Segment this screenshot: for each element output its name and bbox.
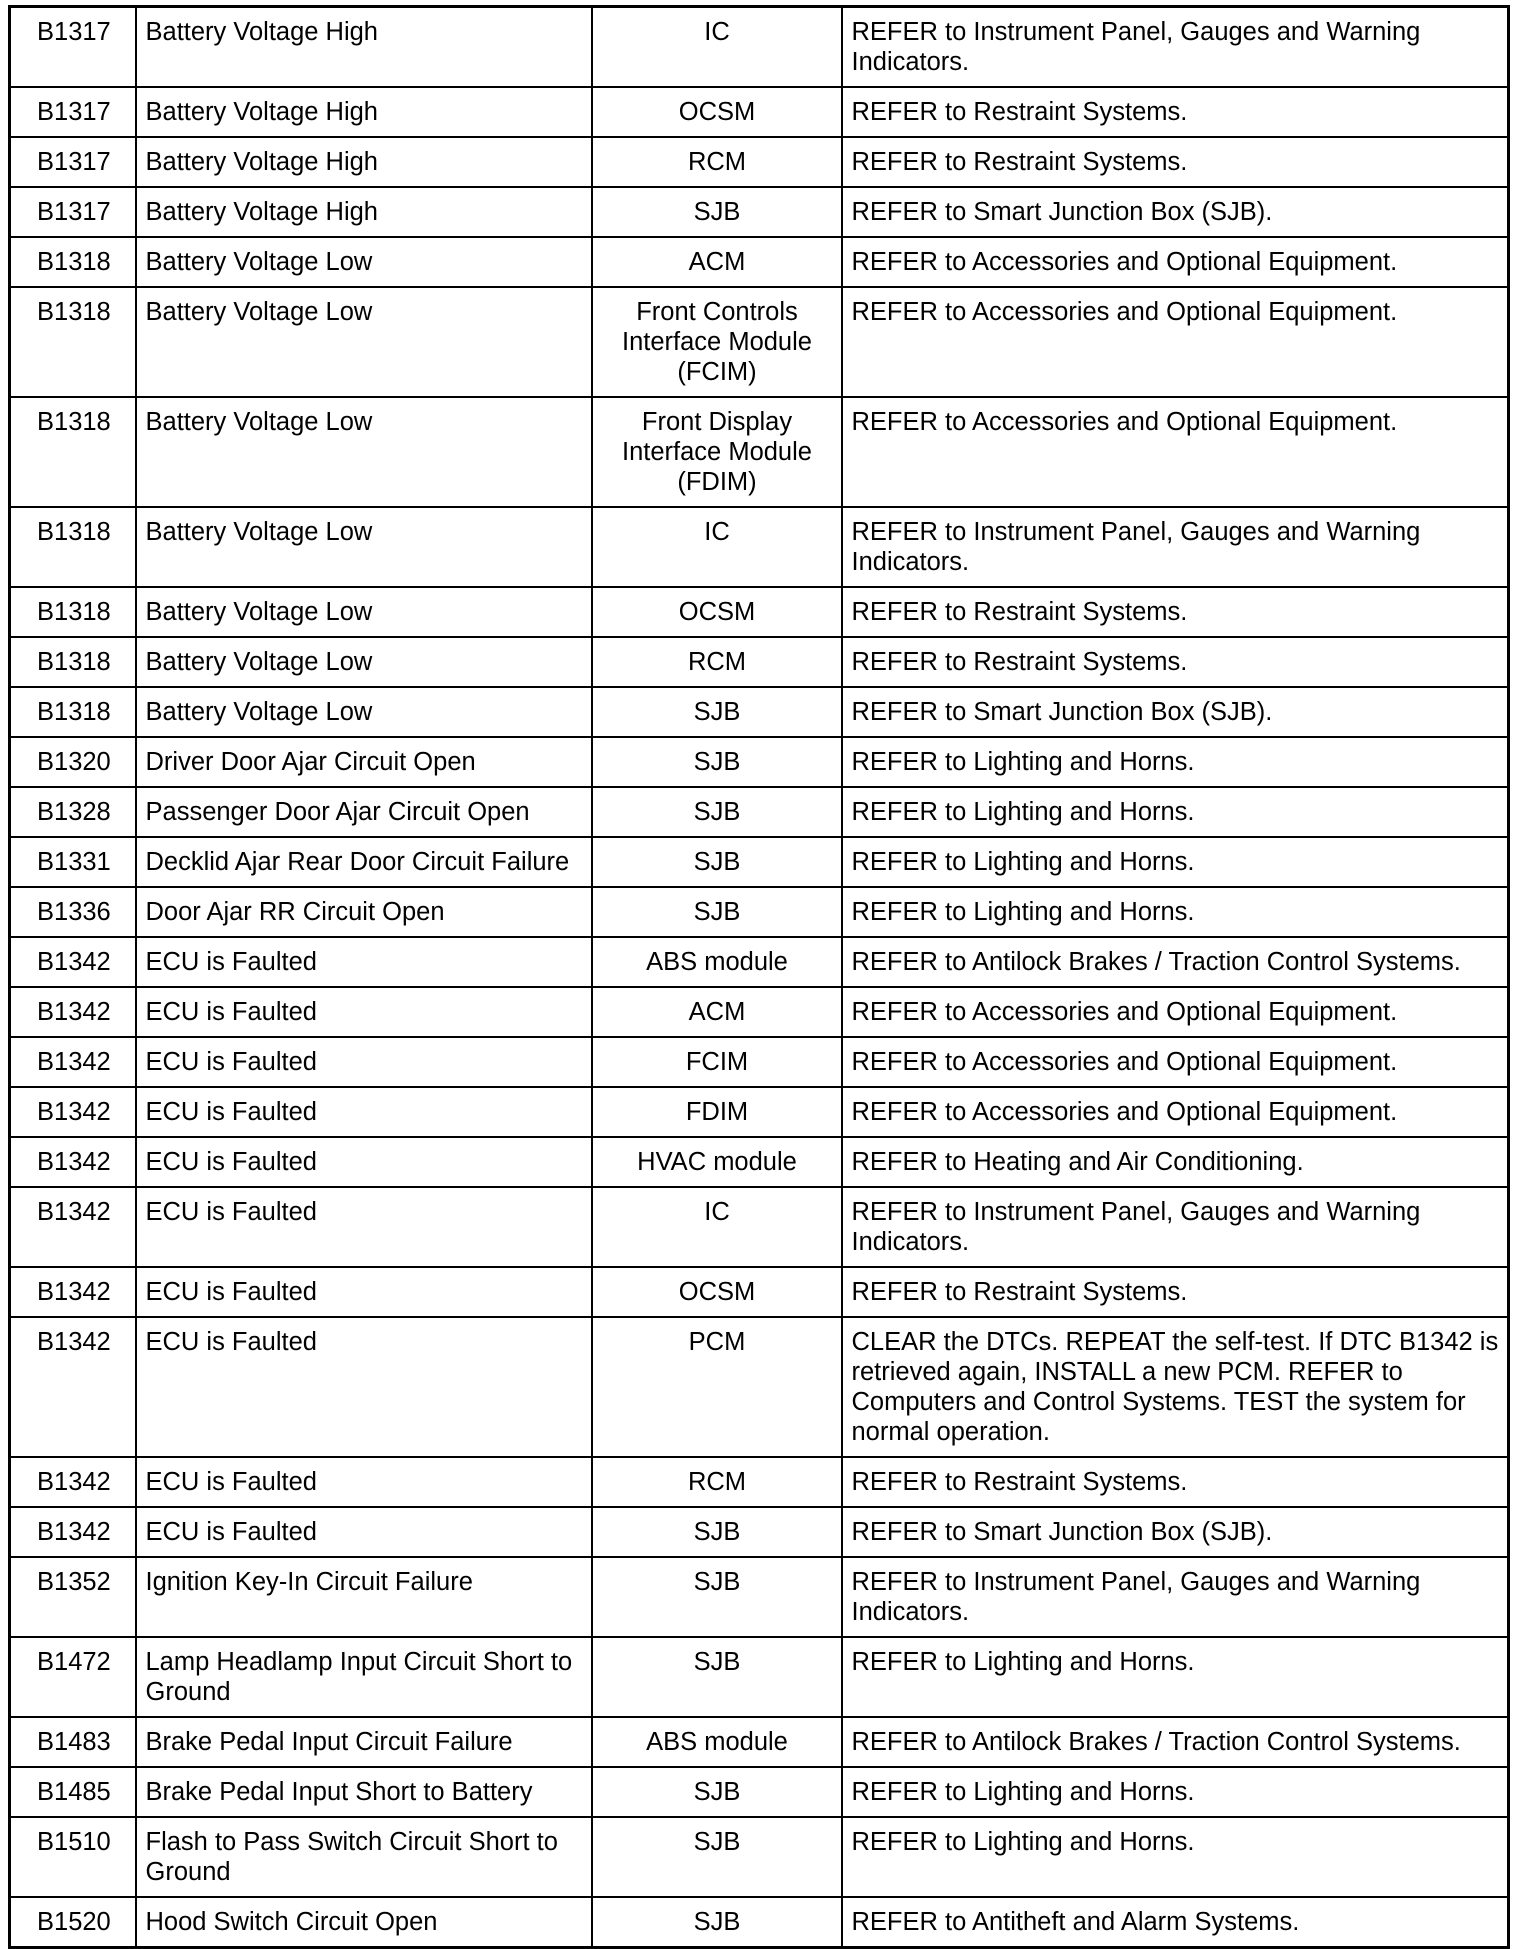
action-cell: REFER to Smart Junction Box (SJB). — [842, 687, 1509, 737]
table-row — [10, 287, 1509, 397]
dtc-description-cell: Brake Pedal Input Short to Battery — [136, 1767, 592, 1817]
dtc-description-cell: ECU is Faulted — [136, 1087, 592, 1137]
dtc-description-cell: Battery Voltage Low — [136, 637, 592, 687]
dtc-description-cell: ECU is Faulted — [136, 1037, 592, 1087]
dtc-description-cell: ECU is Faulted — [136, 1317, 592, 1457]
dtc-description-cell: ECU is Faulted — [136, 937, 592, 987]
dtc-code-cell: B1342 — [10, 1457, 136, 1507]
dtc-description-cell: Driver Door Ajar Circuit Open — [136, 737, 592, 787]
action-cell: REFER to Antitheft and Alarm Systems. — [842, 1897, 1509, 1948]
module-cell: ABS module — [592, 937, 842, 987]
dtc-code-cell: B1317 — [10, 87, 136, 137]
module-cell: Front Controls Interface Module (FCIM) — [592, 287, 842, 397]
table-row — [10, 507, 1509, 587]
table-row — [10, 587, 1509, 637]
dtc-code-cell: B1483 — [10, 1717, 136, 1767]
module-cell: IC — [592, 507, 842, 587]
dtc-description-cell: Battery Voltage High — [136, 187, 592, 237]
dtc-code-cell: B1318 — [10, 637, 136, 687]
dtc-code-cell: B1342 — [10, 1187, 136, 1267]
dtc-code-cell: B1342 — [10, 1037, 136, 1087]
table-row — [10, 137, 1509, 187]
dtc-description-cell: ECU is Faulted — [136, 987, 592, 1037]
module-cell: SJB — [592, 1897, 842, 1948]
dtc-code-cell: B1342 — [10, 937, 136, 987]
dtc-code-cell: B1331 — [10, 837, 136, 887]
table-row — [10, 1717, 1509, 1767]
module-cell: OCSM — [592, 1267, 842, 1317]
module-cell: SJB — [592, 687, 842, 737]
action-cell: REFER to Lighting and Horns. — [842, 837, 1509, 887]
module-cell: FDIM — [592, 1087, 842, 1137]
dtc-description-cell: Lamp Headlamp Input Circuit Short to Ground — [136, 1637, 592, 1717]
table-row — [10, 1087, 1509, 1137]
table-row — [10, 1557, 1509, 1637]
action-cell: REFER to Antilock Brakes / Traction Control Systems. — [842, 937, 1509, 987]
dtc-description-cell: Battery Voltage Low — [136, 287, 592, 397]
dtc-description-cell: ECU is Faulted — [136, 1267, 592, 1317]
action-cell: CLEAR the DTCs. REPEAT the self-test. If DTC B1342 is retrieved again, INSTALL a new PCM. REFER to Computers and Control Systems. TEST the system for normal operation. — [842, 1317, 1509, 1457]
dtc-description-cell: Flash to Pass Switch Circuit Short to Ground — [136, 1817, 592, 1897]
action-cell: REFER to Accessories and Optional Equipment. — [842, 987, 1509, 1037]
table-row — [10, 787, 1509, 837]
dtc-code-cell: B1520 — [10, 1897, 136, 1948]
dtc-code-cell: B1318 — [10, 587, 136, 637]
action-cell: REFER to Restraint Systems. — [842, 1267, 1509, 1317]
action-cell: REFER to Instrument Panel, Gauges and Warning Indicators. — [842, 1557, 1509, 1637]
module-cell: RCM — [592, 137, 842, 187]
table-row — [10, 1137, 1509, 1187]
module-cell: OCSM — [592, 87, 842, 137]
module-cell: SJB — [592, 1637, 842, 1717]
table-row — [10, 1037, 1509, 1087]
table-row — [10, 1457, 1509, 1507]
dtc-code-cell: B1317 — [10, 187, 136, 237]
table-row — [10, 397, 1509, 507]
module-cell: FCIM — [592, 1037, 842, 1087]
dtc-description-cell: Ignition Key-In Circuit Failure — [136, 1557, 592, 1637]
dtc-code-cell: B1342 — [10, 1137, 136, 1187]
dtc-code-cell: B1352 — [10, 1557, 136, 1637]
dtc-code-cell: B1342 — [10, 1087, 136, 1137]
dtc-code-cell: B1472 — [10, 1637, 136, 1717]
action-cell: REFER to Lighting and Horns. — [842, 1817, 1509, 1897]
table-row — [10, 87, 1509, 137]
dtc-description-cell: ECU is Faulted — [136, 1457, 592, 1507]
action-cell: REFER to Lighting and Horns. — [842, 1637, 1509, 1717]
action-cell: REFER to Lighting and Horns. — [842, 787, 1509, 837]
action-cell: REFER to Antilock Brakes / Traction Control Systems. — [842, 1717, 1509, 1767]
action-cell: REFER to Restraint Systems. — [842, 637, 1509, 687]
module-cell: SJB — [592, 1557, 842, 1637]
module-cell: IC — [592, 1187, 842, 1267]
table-row — [10, 937, 1509, 987]
dtc-table-body — [10, 7, 1509, 1948]
dtc-code-cell: B1510 — [10, 1817, 136, 1897]
module-cell: ACM — [592, 987, 842, 1037]
dtc-description-cell: Door Ajar RR Circuit Open — [136, 887, 592, 937]
module-cell: HVAC module — [592, 1137, 842, 1187]
dtc-code-cell: B1342 — [10, 1267, 136, 1317]
action-cell: REFER to Lighting and Horns. — [842, 737, 1509, 787]
table-row — [10, 637, 1509, 687]
action-cell: REFER to Smart Junction Box (SJB). — [842, 187, 1509, 237]
table-row — [10, 1767, 1509, 1817]
module-cell: PCM — [592, 1317, 842, 1457]
module-cell: SJB — [592, 737, 842, 787]
module-cell: IC — [592, 7, 842, 88]
action-cell: REFER to Accessories and Optional Equipment. — [842, 237, 1509, 287]
table-row — [10, 687, 1509, 737]
table-row — [10, 1817, 1509, 1897]
dtc-description-cell: Battery Voltage Low — [136, 587, 592, 637]
action-cell: REFER to Restraint Systems. — [842, 587, 1509, 637]
dtc-code-cell: B1318 — [10, 397, 136, 507]
table-row — [10, 187, 1509, 237]
dtc-code-cell: B1485 — [10, 1767, 136, 1817]
module-cell: ABS module — [592, 1717, 842, 1767]
dtc-code-cell: B1328 — [10, 787, 136, 837]
table-row — [10, 737, 1509, 787]
action-cell: REFER to Accessories and Optional Equipment. — [842, 397, 1509, 507]
table-row — [10, 1267, 1509, 1317]
dtc-code-cell: B1342 — [10, 1507, 136, 1557]
action-cell: REFER to Accessories and Optional Equipment. — [842, 287, 1509, 397]
table-row — [10, 1897, 1509, 1948]
module-cell: SJB — [592, 787, 842, 837]
dtc-code-cell: B1318 — [10, 687, 136, 737]
action-cell: REFER to Restraint Systems. — [842, 137, 1509, 187]
table-row — [10, 987, 1509, 1037]
module-cell: SJB — [592, 1817, 842, 1897]
table-row — [10, 1187, 1509, 1267]
action-cell: REFER to Accessories and Optional Equipment. — [842, 1087, 1509, 1137]
dtc-code-cell: B1336 — [10, 887, 136, 937]
table-row — [10, 237, 1509, 287]
dtc-description-cell: Brake Pedal Input Circuit Failure — [136, 1717, 592, 1767]
dtc-description-cell: Battery Voltage Low — [136, 687, 592, 737]
dtc-description-cell: ECU is Faulted — [136, 1507, 592, 1557]
dtc-description-cell: Battery Voltage Low — [136, 397, 592, 507]
action-cell: REFER to Instrument Panel, Gauges and Warning Indicators. — [842, 7, 1509, 88]
dtc-code-cell: B1342 — [10, 1317, 136, 1457]
action-cell: REFER to Instrument Panel, Gauges and Warning Indicators. — [842, 507, 1509, 587]
dtc-description-cell: Hood Switch Circuit Open — [136, 1897, 592, 1948]
table-row — [10, 1317, 1509, 1457]
dtc-description-cell: Battery Voltage Low — [136, 507, 592, 587]
dtc-code-cell: B1318 — [10, 287, 136, 397]
action-cell: REFER to Instrument Panel, Gauges and Warning Indicators. — [842, 1187, 1509, 1267]
table-row — [10, 887, 1509, 937]
dtc-code-cell: B1320 — [10, 737, 136, 787]
dtc-code-cell: B1318 — [10, 237, 136, 287]
dtc-description-cell: Battery Voltage Low — [136, 237, 592, 287]
table-row — [10, 7, 1509, 88]
dtc-code-cell: B1317 — [10, 137, 136, 187]
action-cell: REFER to Lighting and Horns. — [842, 1767, 1509, 1817]
table-row — [10, 837, 1509, 887]
dtc-description-cell: Passenger Door Ajar Circuit Open — [136, 787, 592, 837]
table-row — [10, 1637, 1509, 1717]
dtc-table — [8, 5, 1510, 1949]
action-cell: REFER to Restraint Systems. — [842, 87, 1509, 137]
module-cell: SJB — [592, 187, 842, 237]
module-cell: ACM — [592, 237, 842, 287]
dtc-description-cell: ECU is Faulted — [136, 1137, 592, 1187]
dtc-description-cell: Battery Voltage High — [136, 137, 592, 187]
dtc-code-cell: B1317 — [10, 7, 136, 88]
module-cell: SJB — [592, 1767, 842, 1817]
dtc-description-cell: ECU is Faulted — [136, 1187, 592, 1267]
dtc-description-cell: Battery Voltage High — [136, 87, 592, 137]
action-cell: REFER to Heating and Air Conditioning. — [842, 1137, 1509, 1187]
action-cell: REFER to Restraint Systems. — [842, 1457, 1509, 1507]
action-cell: REFER to Lighting and Horns. — [842, 887, 1509, 937]
module-cell: OCSM — [592, 587, 842, 637]
dtc-description-cell: Decklid Ajar Rear Door Circuit Failure — [136, 837, 592, 887]
module-cell: SJB — [592, 837, 842, 887]
dtc-code-cell: B1342 — [10, 987, 136, 1037]
module-cell: SJB — [592, 887, 842, 937]
module-cell: RCM — [592, 1457, 842, 1507]
module-cell: RCM — [592, 637, 842, 687]
table-row — [10, 1507, 1509, 1557]
dtc-description-cell: Battery Voltage High — [136, 7, 592, 88]
module-cell: SJB — [592, 1507, 842, 1557]
action-cell: REFER to Smart Junction Box (SJB). — [842, 1507, 1509, 1557]
action-cell: REFER to Accessories and Optional Equipment. — [842, 1037, 1509, 1087]
module-cell: Front Display Interface Module (FDIM) — [592, 397, 842, 507]
dtc-code-cell: B1318 — [10, 507, 136, 587]
